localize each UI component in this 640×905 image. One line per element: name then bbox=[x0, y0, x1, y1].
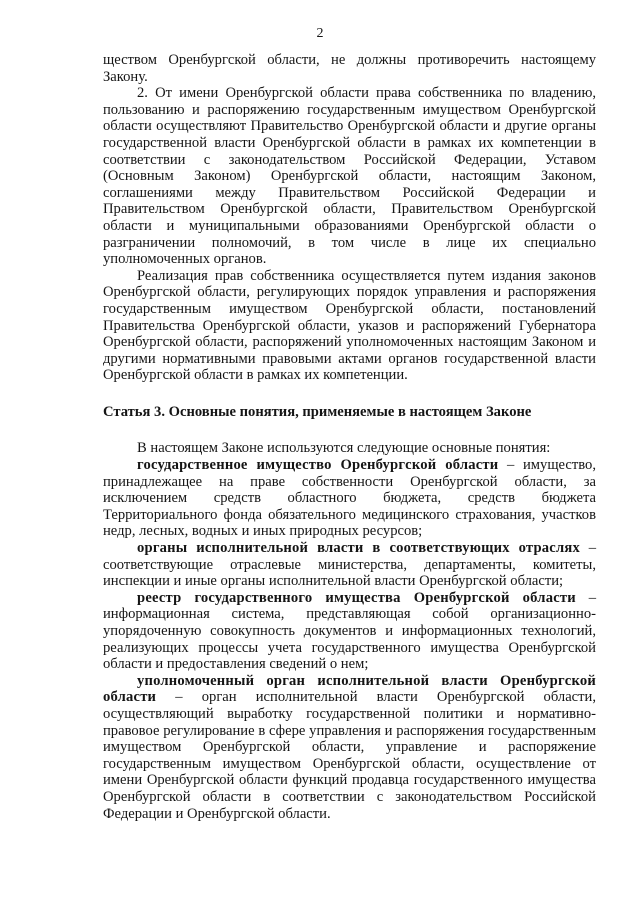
definition-term: органы исполнительной власти в соответствующих отраслях bbox=[137, 540, 580, 557]
article-3-heading: Статья 3. Основные понятия, применяемые в настоящем Законе bbox=[103, 403, 532, 420]
document-body bbox=[103, 52, 596, 822]
definition-executive-bodies bbox=[103, 540, 596, 590]
paragraph-2: 2. От имени Оренбургской области права собственника по владению, пользованию и распоряжению государственным имуществом Оренбургской области осуществляют Правительство Оренбургской области и другие органы государственной власти Оренбургской области в рамках их компетенции в соответствии с законодательством Российской Федерации, Уставом (Основным Законом) Оренбургской области, настоящим Законом, соглашениями между Правительством Российской Федерации и Правительством Оренбургской области, Правительством Оренбургской области и муниципальными образованиями Оренбургской области о разграничении полномочий, в том числе в лице их специально уполномоченных органов. bbox=[103, 85, 596, 268]
paragraph-continuation: ществом Оренбургской области, не должны противоречить настоящему Закону. bbox=[103, 52, 596, 85]
definition-property-register bbox=[103, 590, 596, 673]
definition-text: – информационная система, представляющая собой организационно-упорядоченную совокупность документов и информационных технологий, реализующих процессы учета государственного имущества Оренбургской области и предоставления сведений о нем; bbox=[103, 589, 596, 673]
definition-text: – орган исполнительной власти Оренбургской области, осуществляющий выработку государственной политики и нормативно-правовое регулирование в сфере управления и распоряжения государственным имуществом Оренбургской области, управление и распоряжение государственным имуществом Оренбургской области, осуществление от имени Оренбургской области функций продавца государственного имущества Оренбургской области в соответствии с законодательством Российской Федерации и Оренбургской области. bbox=[103, 689, 596, 822]
definition-authorized-body bbox=[103, 673, 596, 822]
definition-term: уполномоченный орган исполнительной власти Оренбургской области bbox=[103, 672, 596, 706]
article-3-intro: В настоящем Законе используются следующие основные понятия: bbox=[137, 440, 551, 457]
definition-term: государственное имущество Оренбургской области bbox=[137, 457, 499, 474]
page-number: 2 bbox=[316, 26, 324, 41]
definition-text: – имущество, принадлежащее на праве собственности Оренбургской области, за исключением средств областного бюджета, средств бюджета Территориального фонда обязательного медицинского страхования, участков недр, лесных, водных и иных природных ресурсов; bbox=[103, 457, 596, 540]
paragraph-rights-implementation: Реализация прав собственника осуществляется путем издания законов Оренбургской области, регулирующих порядок управления и распоряжения государственным имуществом Оренбургской области, постановлений Правительства Оренбургской области, указов и распоряжений Губернатора Оренбургской области, распоряжений уполномоченных настоящим Законом и другими нормативными правовыми актами органов государственной власти Оренбургской области в рамках их компетенции. bbox=[103, 267, 596, 384]
definition-text: – соответствующие отраслевые министерства, департаменты, комитеты, инспекции и иные органы исполнительной власти Оренбургской области; bbox=[103, 540, 596, 590]
definition-term: реестр государственного имущества Оренбургской области bbox=[137, 589, 576, 606]
definition-state-property bbox=[103, 457, 596, 540]
